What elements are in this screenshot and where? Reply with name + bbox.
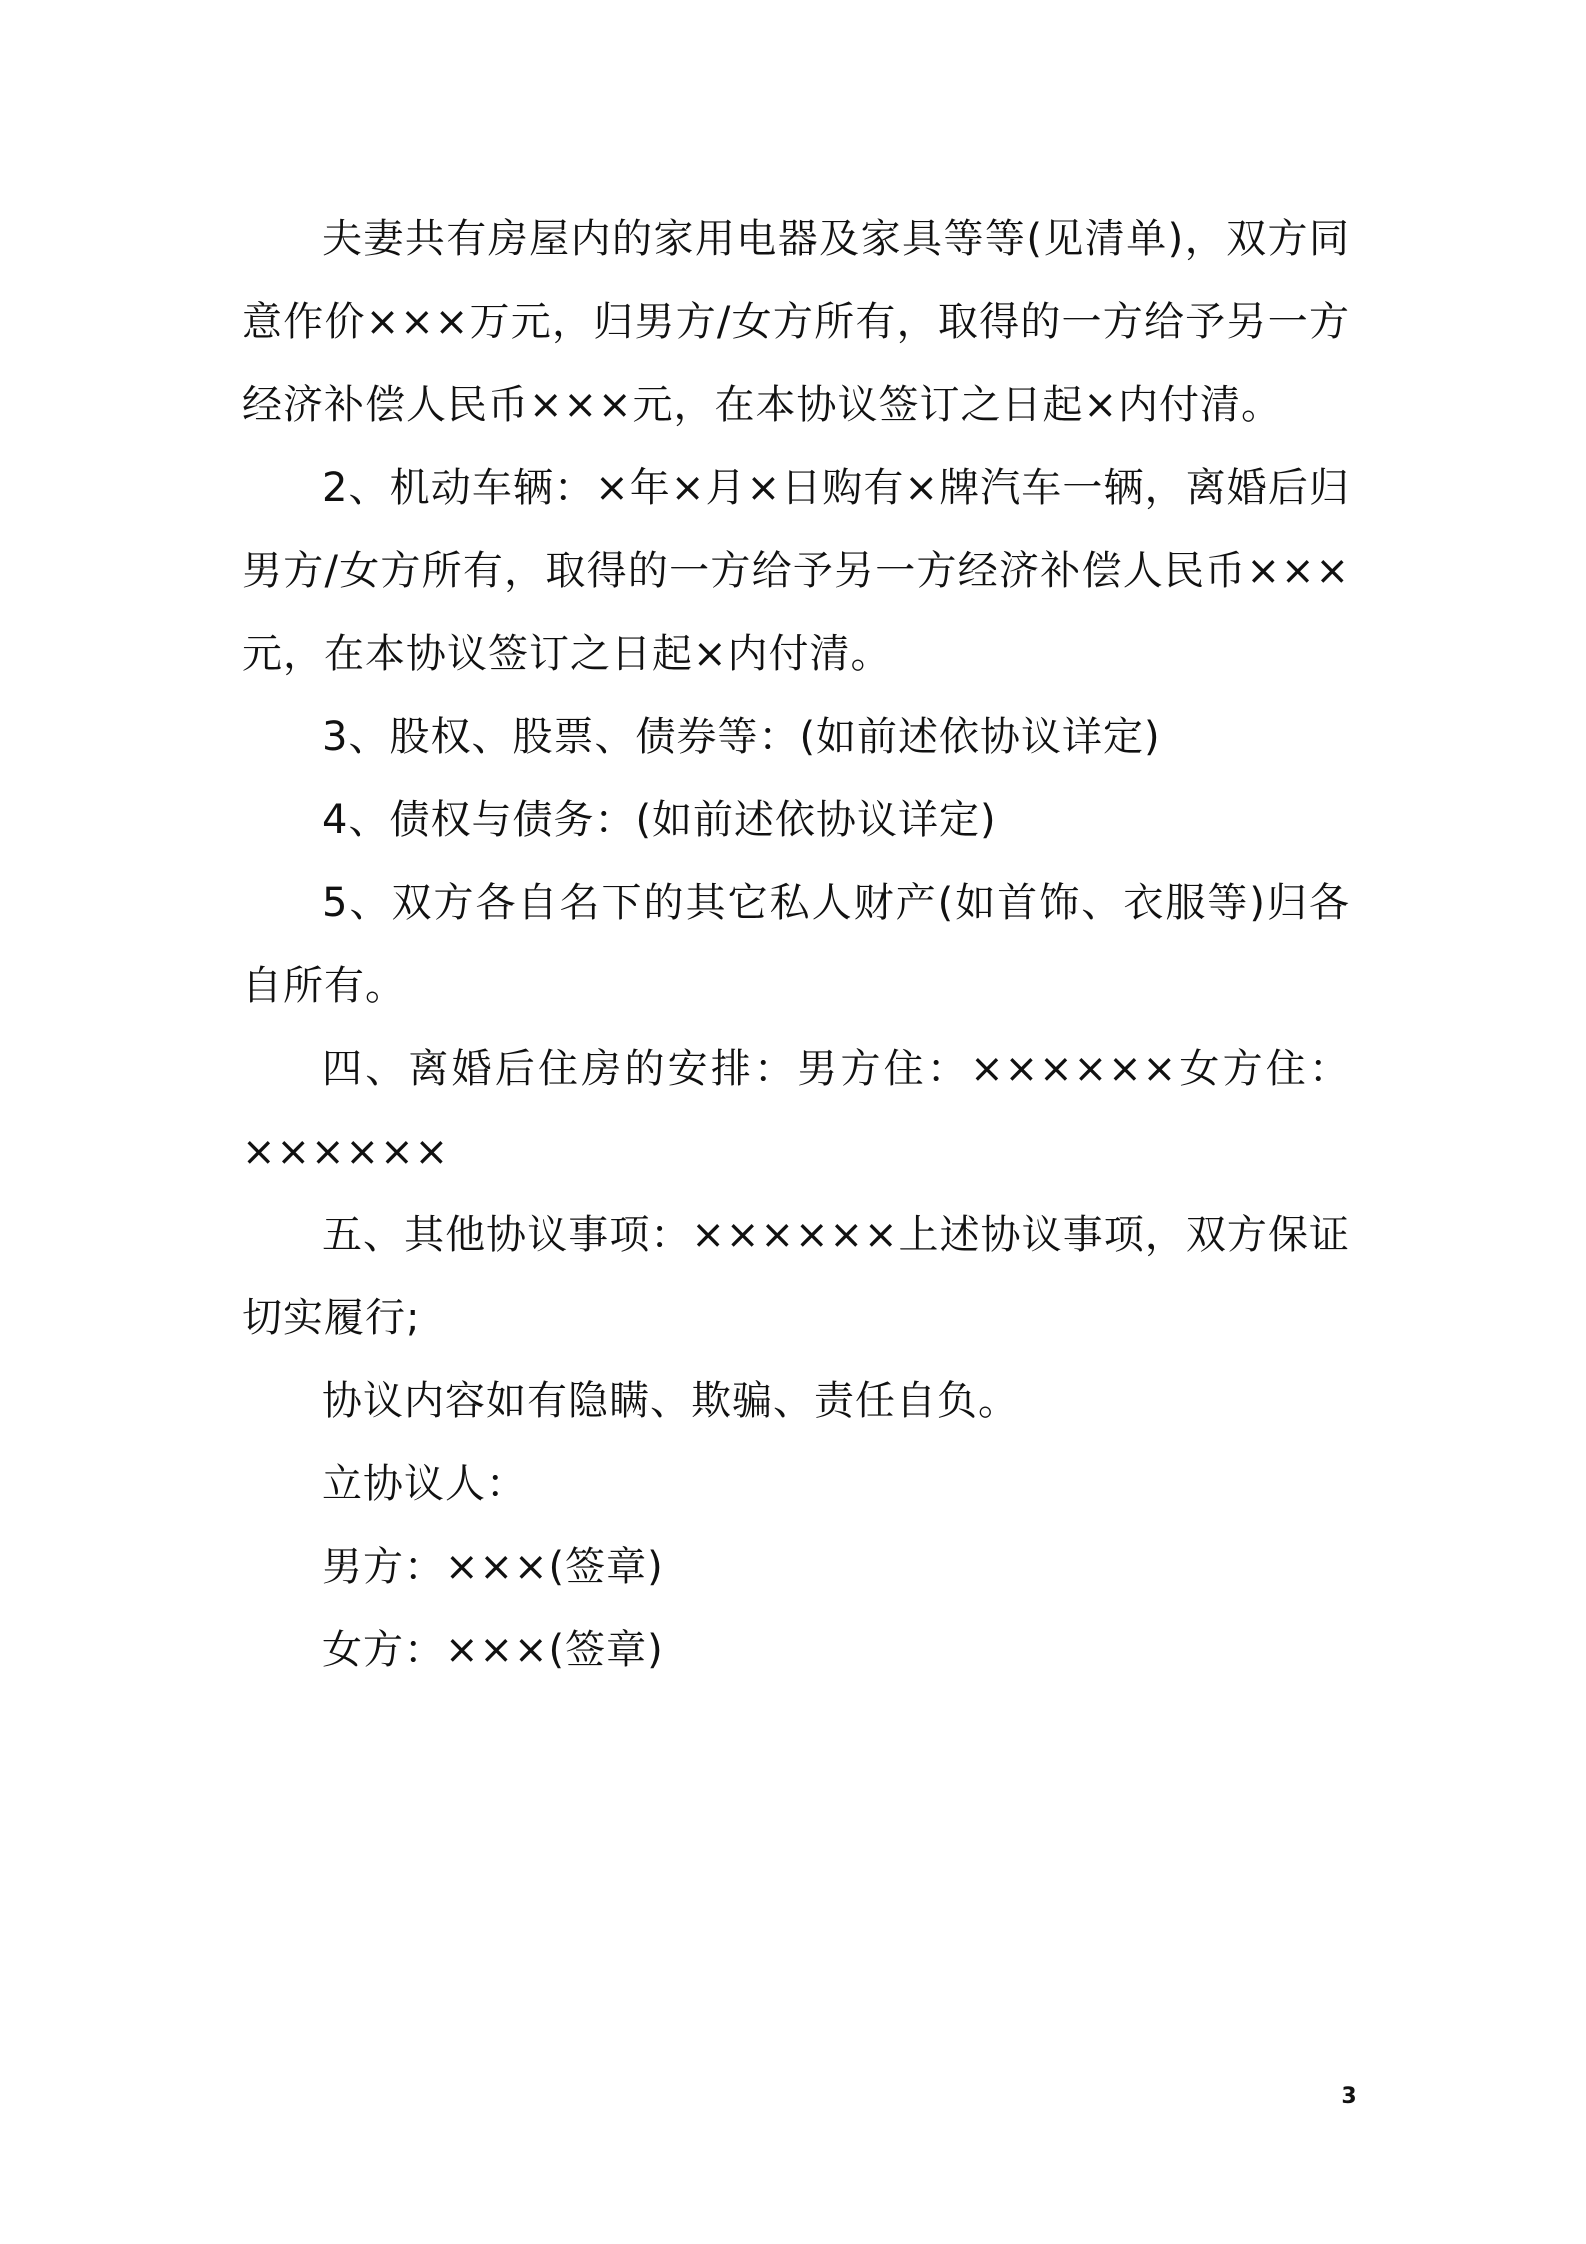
paragraph-vehicle: 2、机动车辆：×年×月×日购有×牌汽车一辆，离婚后归男方/女方所有，取得的一方给予另一方经济补偿人民币×××元，在本协议签订之日起×内付清。 [242,465,1350,677]
paragraph-housing: 四、离婚后住房的安排：男方住：××××××女方住：×××××× [242,1046,1350,1175]
document-body [242,198,1350,1692]
signature-male: 男方：×××(签章) [322,1544,664,1590]
paragraph-liability: 协议内容如有隐瞒、欺骗、责任自负。 [322,1378,1019,1424]
paragraph-equity: 3、股权、股票、债券等：(如前述依协议详定) [322,714,1161,760]
page-number: 3 [1341,2084,1357,2109]
paragraph-personal-property: 5、双方各自名下的其它私人财产(如首饰、衣服等)归各自所有。 [242,880,1350,1009]
signature-female: 女方：×××(签章) [322,1627,664,1673]
paragraph-debts: 4、债权与债务：(如前述依协议详定) [322,797,997,843]
paragraph-appliances: 夫妻共有房屋内的家用电器及家具等等(见清单)，双方同意作价×××万元，归男方/女方所有，取得的一方给予另一方经济补偿人民币×××元，在本协议签订之日起×内付清。 [242,216,1350,428]
signatories-heading: 立协议人： [322,1461,527,1507]
paragraph-other-matters: 五、其他协议事项：××××××上述协议事项，双方保证切实履行; [242,1212,1350,1341]
